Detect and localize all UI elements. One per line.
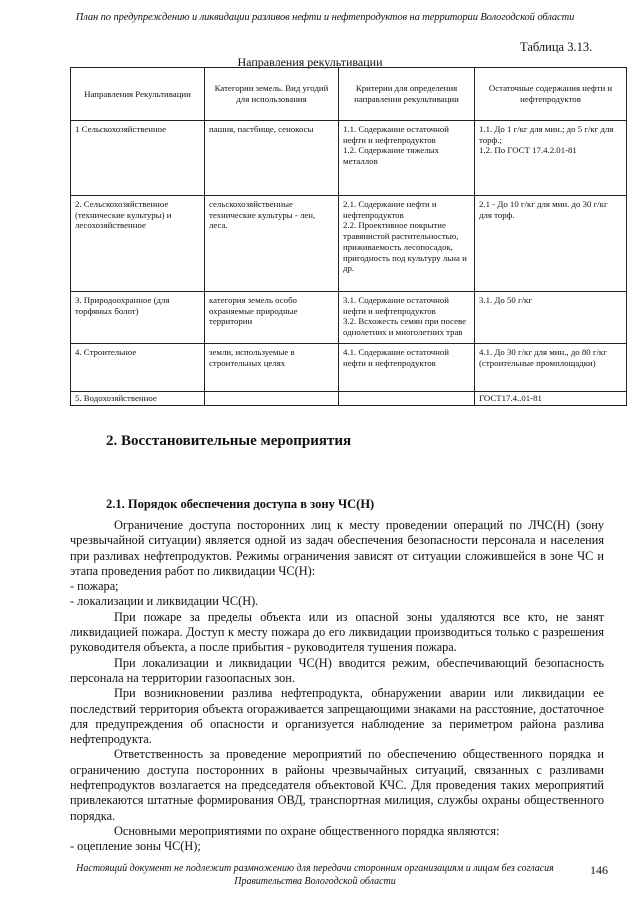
paragraph: При локализации и ликвидации ЧС(Н) вводится режим, обеспечивающий безопасность персонала на территории газоопасных зон. bbox=[70, 655, 604, 685]
table-row bbox=[71, 344, 627, 392]
cell-category: категория земель особо охраняемые природные территории bbox=[205, 292, 339, 344]
paragraph: При пожаре за пределы объекта или из опасной зоны удаляются все кто, не занят ликвидацией пожара. Доступ к месту пожара до его ликвидации производиться только с разрешения руководителя объекта, а после прибытия - руководителя тушения пожара. bbox=[70, 609, 604, 655]
body-text bbox=[70, 518, 604, 855]
column-header-criteria: Критерии для определения направления рекультивации bbox=[339, 68, 475, 121]
table-row bbox=[71, 392, 627, 406]
cell-direction: 4. Строительное bbox=[71, 344, 205, 392]
paragraph: При возникновении разлива нефтепродукта, обнаружении аварии или ликвидации ее последствий территория объекта огораживается запрещающими знаками на расстояние, достаточное для предупреждения об опасности и организуется наблюдение за периметром района разлива нефтепродукта. bbox=[70, 686, 604, 747]
paragraph: Ограничение доступа посторонних лиц к месту проведении операций по ЛЧС(Н) (зону чрезвычайной ситуации) является одной из задач обеспечения безопасности персонала и населения при разливах нефтепродуктов. Режимы ограничения зависят от ситуации сложившейся в зоне ЧС и этапа проведения работ по ликвидации ЧС(Н): bbox=[70, 518, 604, 578]
recultivation-table bbox=[70, 67, 627, 406]
table-row bbox=[71, 121, 627, 196]
cell-criteria: 2.1. Содержание нефти и нефтепродуктов 2.2. Проективное покрытие травянистой растительностью, приживаемость лесопосадок, пригодность под культуру льна и др. bbox=[339, 196, 475, 292]
cell-residual: ГОСТ17.4..01-81 bbox=[475, 392, 627, 406]
list-item: - пожара; bbox=[70, 579, 119, 594]
table-header-row bbox=[71, 68, 627, 121]
cell-criteria bbox=[339, 392, 475, 406]
table-row bbox=[71, 292, 627, 344]
subsection-heading: 2.1. Порядок обеспечения доступа в зону ЧС(Н) bbox=[106, 497, 375, 511]
cell-category: пашня, пастбище, сенокосы bbox=[205, 121, 339, 196]
section-heading: 2. Восстановительные мероприятия bbox=[106, 433, 352, 449]
cell-direction: 2. Сельскохозяйственное (технические культуры) и лесохозяйственное bbox=[71, 196, 205, 292]
column-header-category: Категории земель. Вид угодий для использования bbox=[205, 68, 339, 121]
cell-criteria: 4.1. Содержание остаточной нефти и нефтепродуктов bbox=[339, 344, 475, 392]
cell-category: земли, используемые в строительных целях bbox=[205, 344, 339, 392]
cell-residual: 2.1 - До 10 г/кг для мин. до 30 г/кг для торф. bbox=[475, 196, 627, 292]
table-number: Таблица 3.13. bbox=[520, 40, 593, 54]
paragraph: Ответственность за проведение мероприятий по обеспечению общественного порядка и ограничению доступа посторонних в районы чрезвычайных ситуаций, связанных с разливами нефтепродуктов возлагается на председателя объектовой КЧС. Для проведения таких мероприятий привлекаются штатные формирования ОВД, транспортная милиция, службы охраны общественного порядка. bbox=[70, 747, 604, 823]
page-footer: Настоящий документ не подлежит размножению для передачи сторонним организациям и лицам без согласия Правительства Вологодской области bbox=[76, 863, 554, 887]
cell-residual: 3.1. До 50 г/кг bbox=[475, 292, 627, 344]
cell-direction: 5. Водохозяйственное bbox=[71, 392, 205, 406]
page-header: План по предупреждению и ликвидации разливов нефти и нефтепродуктов на территории Вологодской области bbox=[75, 12, 575, 23]
page-number: 146 bbox=[590, 863, 608, 877]
cell-direction: 3. Природоохранное (для торфяных болот) bbox=[71, 292, 205, 344]
cell-criteria: 3.1. Содержание остаточной нефти и нефтепродуктов 3.2. Всхожесть семян при посеве однолетних и многолетних трав bbox=[339, 292, 475, 344]
cell-direction: 1 Сельскохозяйственное bbox=[71, 121, 205, 196]
list-item: - локализации и ликвидации ЧС(Н). bbox=[70, 594, 259, 609]
column-header-direction: Направления Рекультивации bbox=[71, 68, 205, 121]
cell-criteria: 1.1. Содержание остаточной нефти и нефтепродуктов 1.2. Содержание тяжелых металлов bbox=[339, 121, 475, 196]
table-row bbox=[71, 196, 627, 292]
list-item: - оцепление зоны ЧС(Н); bbox=[70, 839, 201, 854]
paragraph: Основными мероприятиями по охране общественного порядка являются: bbox=[114, 823, 500, 838]
cell-residual: 4.1. До 30 г/кг для мин., до 80 г/кг (строительные промплощадки) bbox=[475, 344, 627, 392]
cell-residual: 1.1. До 1 г/кг для мин.; до 5 г/кг для торф.; 1.2. По ГОСТ 17.4.2.01-81 bbox=[475, 121, 627, 196]
cell-category bbox=[205, 392, 339, 406]
cell-category: сельскохозяйственные технические культуры - лен, леса. bbox=[205, 196, 339, 292]
column-header-residual: Остаточные содержания нефти и нефтепродуктов bbox=[475, 68, 627, 121]
table-title: Направления рекультивации bbox=[237, 55, 383, 69]
